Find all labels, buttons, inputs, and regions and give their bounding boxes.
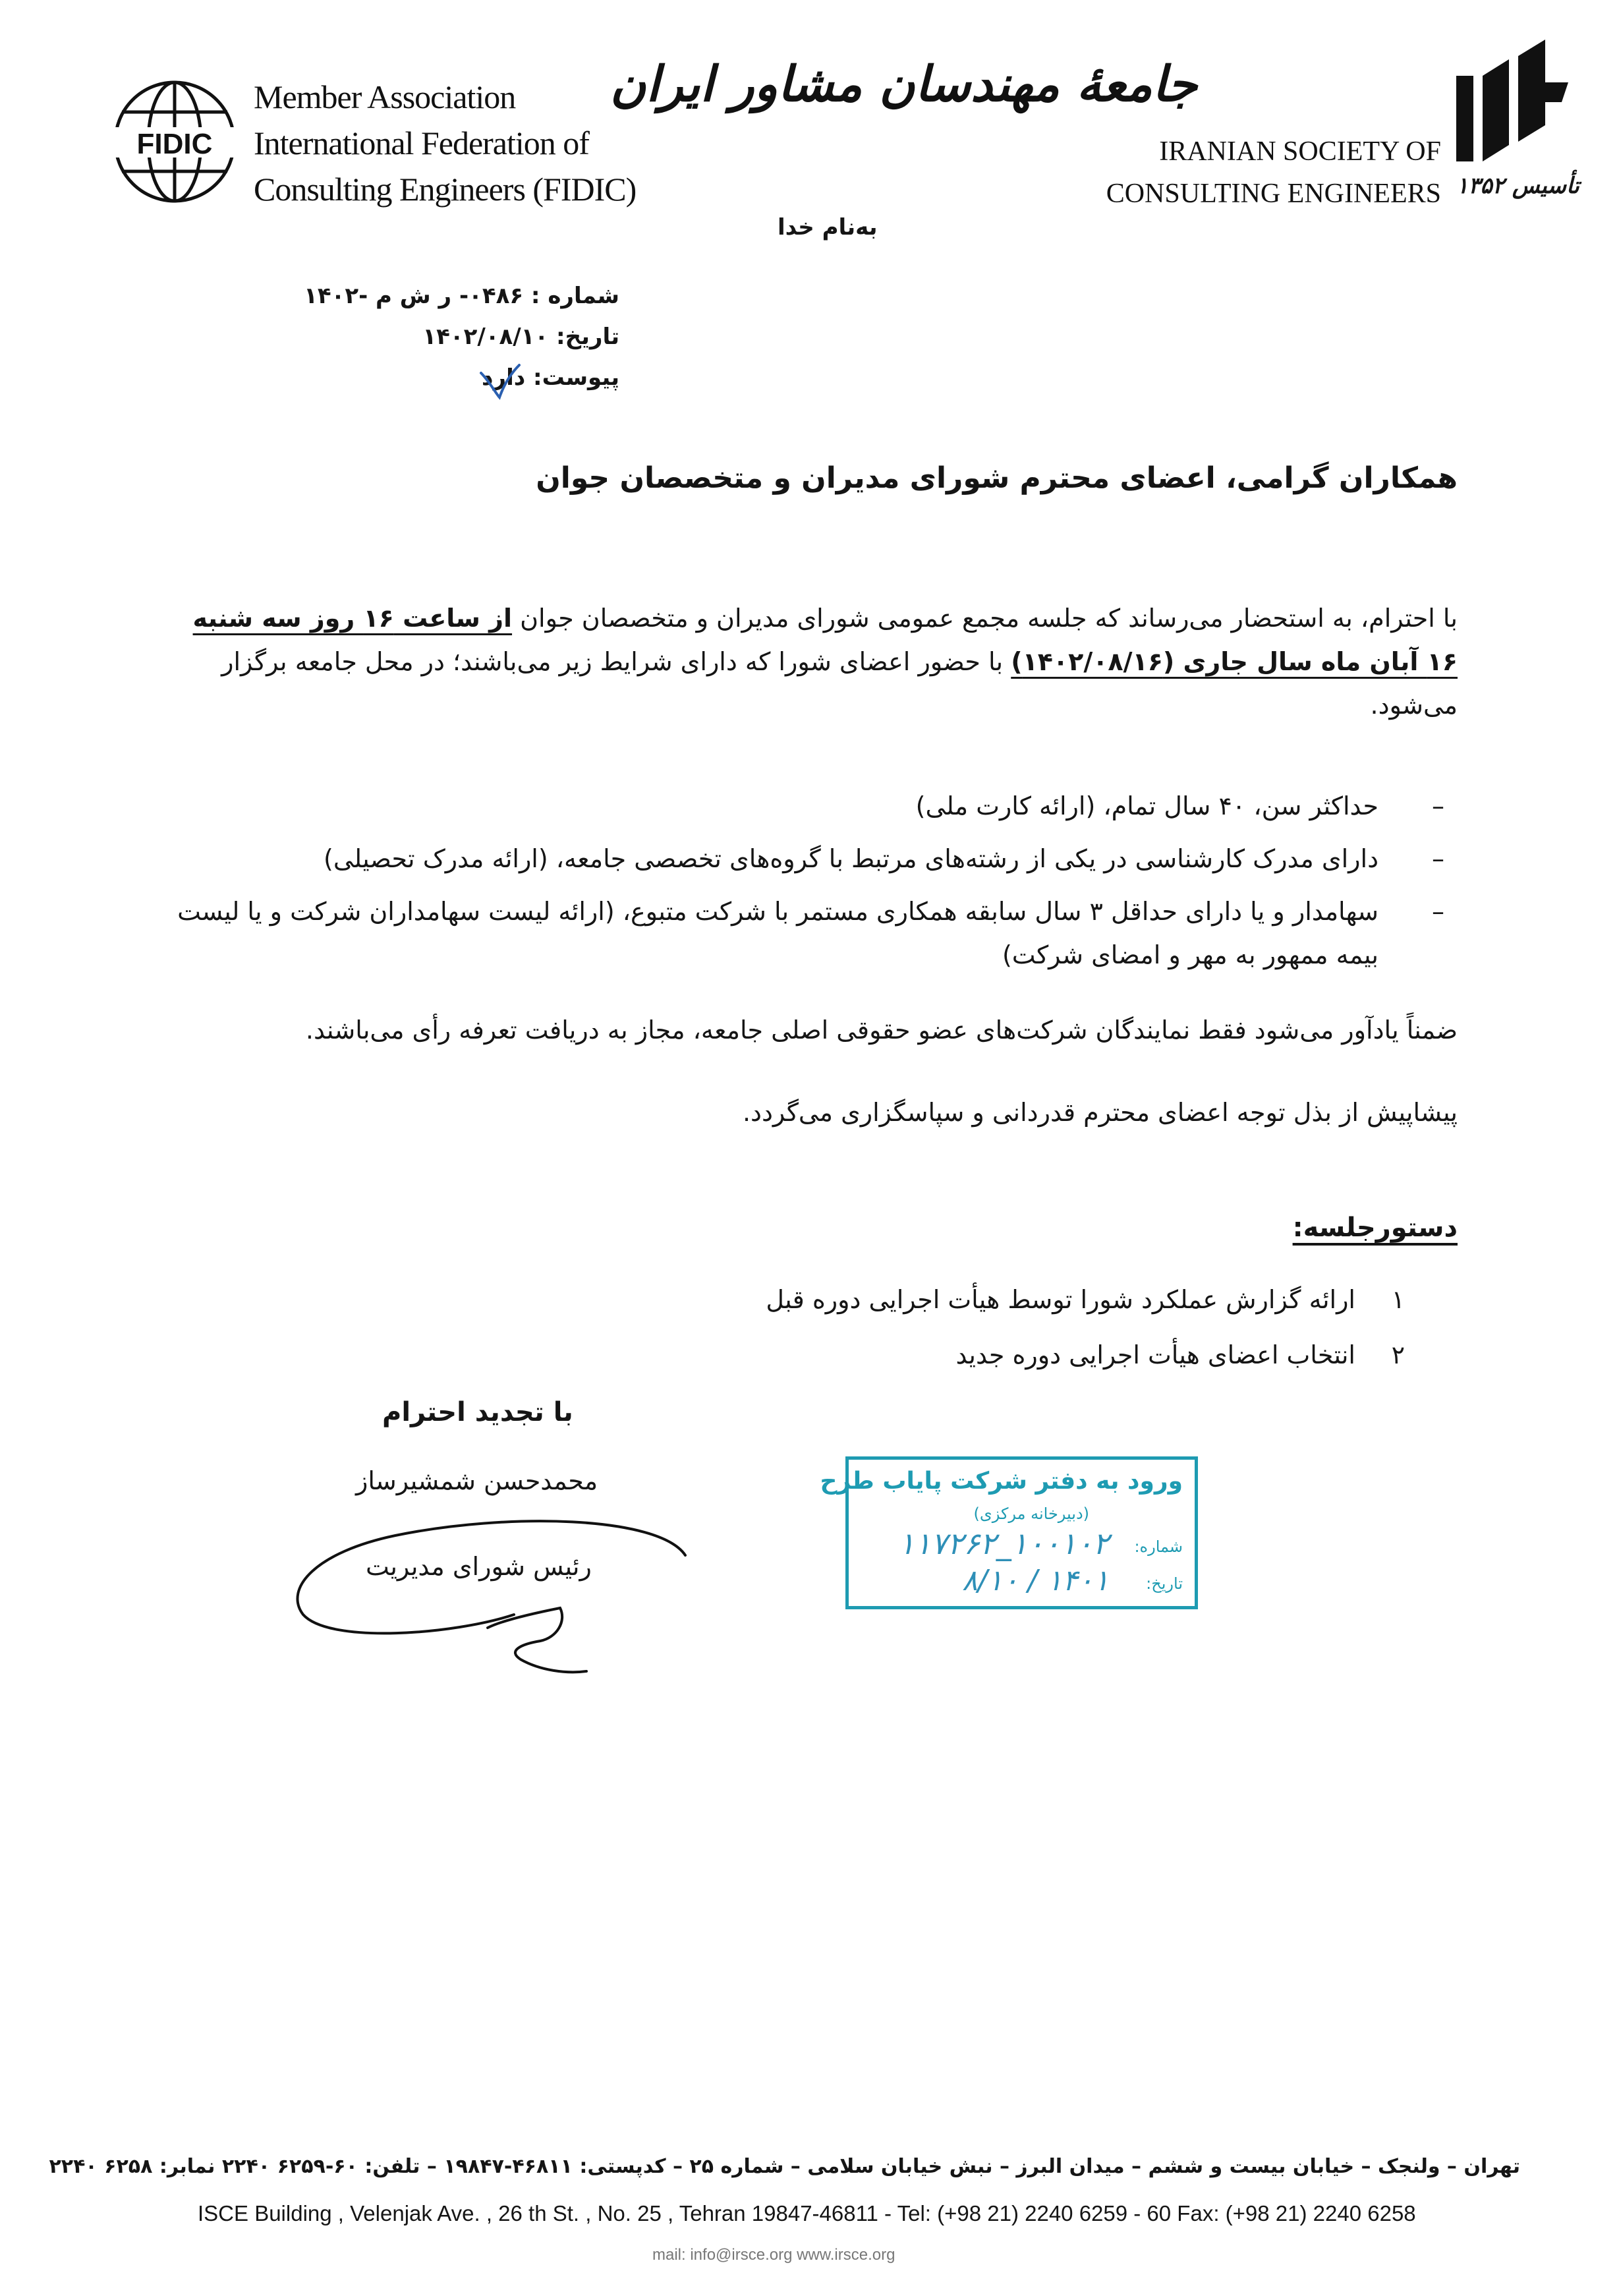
- fidic-logo-text: FIDIC: [136, 128, 213, 160]
- society-name-english: [1106, 130, 1441, 215]
- handwritten-signature: [290, 1509, 698, 1687]
- list-dash: –: [1432, 791, 1444, 820]
- footer-address-persian: تهران – ولنجک – خیابان بیست و ششم – میدان البرز – نبش خیابان سلامی – شماره ۲۵ – کدپستی: ۴۶۸۱۱-۱۹۸۴۷ – تلفن: ۶۰-۶۲۵۹ ۲۲۴۰ نمابر: ۶۲۵۸ ۲۲۴۰: [49, 2155, 1520, 2178]
- society-name-line: IRANIAN SOCIETY OF: [1159, 136, 1441, 167]
- fidic-line: International Federation of: [254, 125, 589, 161]
- stamp-subtitle: (دبیرخانه مرکزی): [973, 1505, 1089, 1523]
- meeting-time-highlight: از ساعت ۱۶ روز سه شنبه ۱۶ آبان ماه سال جاری (۱۴۰۲/۰۸/۱۶): [192, 604, 1458, 676]
- fidic-line: Member Association: [254, 78, 516, 115]
- agenda-item: [166, 1327, 1458, 1383]
- agenda-item-number: ۲: [1391, 1340, 1405, 1369]
- society-name-line: CONSULTING ENGINEERS: [1106, 179, 1441, 209]
- stamp-number-label: شماره:: [1134, 1537, 1183, 1556]
- society-logo-icon: [1450, 36, 1575, 168]
- signer-name: محمدحسن شمشیرساز: [356, 1466, 598, 1495]
- society-name-persian: جامعهٔ مهندسان مشاور ایران: [610, 56, 1197, 113]
- fidic-line: Consulting Engineers (FIDIC): [254, 171, 637, 208]
- list-dash: –: [1432, 897, 1444, 926]
- agenda-item-number: ۱: [1391, 1285, 1405, 1314]
- agenda-item-text: ارائه گزارش عملکرد شورا توسط هیأت اجرایی دوره قبل: [766, 1285, 1355, 1314]
- letter-attachment: پیوست: دارد: [482, 364, 619, 391]
- footer-contact-cut: mail: info@irsce.org www.irsce.org: [652, 2246, 895, 2264]
- condition-text: دارای مدرک کارشناسی در یکی از رشته‌های مرتبط با گروه‌های تخصصی جامعه، (ارائه مدرک تحصیلی): [324, 844, 1378, 873]
- condition-text: حداکثر سن، ۴۰ سال تمام، (ارائه کارت ملی): [915, 791, 1378, 820]
- list-dash: –: [1432, 844, 1444, 873]
- thanks-paragraph: پیشاپیش از بذل توجه اعضای محترم قدردانی و سپاسگزاری می‌گردد.: [742, 1098, 1458, 1127]
- stamp-date: ۱۴۰۱ / ۸/۱۰: [961, 1564, 1109, 1597]
- body-intro: با احترام، به استحضار می‌رساند که جلسه مجمع عمومی شورای مدیران و متخصصان جوان: [520, 604, 1458, 633]
- fidic-member-text: [254, 74, 636, 212]
- agenda-title: دستورجلسه:: [1292, 1213, 1458, 1243]
- footer-address-english: ISCE Building , Velenjak Ave. , 26 th St. , No. 25 , Tehran 19847-46811 - Tel: (+98 21) 2240 6259 - 60 Fax: (+98 21) 2240 6258: [198, 2201, 1416, 2225]
- fidic-globe-logo: [99, 76, 250, 208]
- condition-item: [166, 837, 1458, 880]
- received-stamp: [820, 1456, 1198, 1609]
- agenda-item: [166, 1272, 1458, 1327]
- condition-item: [166, 784, 1458, 828]
- stamp-number: ۱۰۰۱۰۲_۱۱۷۲۶۲: [898, 1526, 1109, 1561]
- basmala: به‌نام خدا: [778, 214, 878, 241]
- body-paragraph: [166, 596, 1458, 727]
- recipient-heading: همکاران گرامی، اعضای محترم شورای مدیران و متخصصان جوان: [536, 461, 1458, 495]
- conditions-list: [166, 784, 1458, 986]
- condition-text: سهامدار و یا دارای حداقل ۳ سال سابقه همکاری مستمر با شرکت متبوع، (ارائه لیست سهامداران شرکت و یا لیست بیمه ممهور به مهر و امضای شرکت): [177, 897, 1378, 969]
- letter-number: شماره : ۰۴۸۶- ر ش م -۱۴۰۲: [304, 283, 619, 309]
- founded-year: تأسیس ۱۳۵۲: [1456, 173, 1579, 199]
- body-continuation: با حضور اعضای شورا که دارای شرایط زیر می‌باشند؛ در محل جامعه برگزار می‌شود.: [221, 647, 1458, 720]
- signer-title: رئیس شورای مدیریت: [366, 1552, 592, 1581]
- agenda-list: [166, 1272, 1458, 1383]
- letter-date: تاریخ: ۱۴۰۲/۰۸/۱۰: [422, 324, 619, 350]
- condition-item: [166, 890, 1458, 977]
- handwritten-check-icon: [476, 361, 522, 401]
- agenda-item-text: انتخاب اعضای هیأت اجرایی دوره جدید: [955, 1340, 1355, 1369]
- reminder-paragraph: ضمناً یادآور می‌شود فقط نمایندگان شرکت‌های عضو حقوقی اصلی جامعه، مجاز به دریافت تعرفه رأی می‌باشند.: [305, 1016, 1458, 1045]
- stamp-title: ورود به دفتر شرکت پایاب طرح: [820, 1468, 1183, 1495]
- closing-regards: با تجدید احترام: [382, 1397, 573, 1427]
- stamp-date-label: تاریخ:: [1146, 1574, 1183, 1593]
